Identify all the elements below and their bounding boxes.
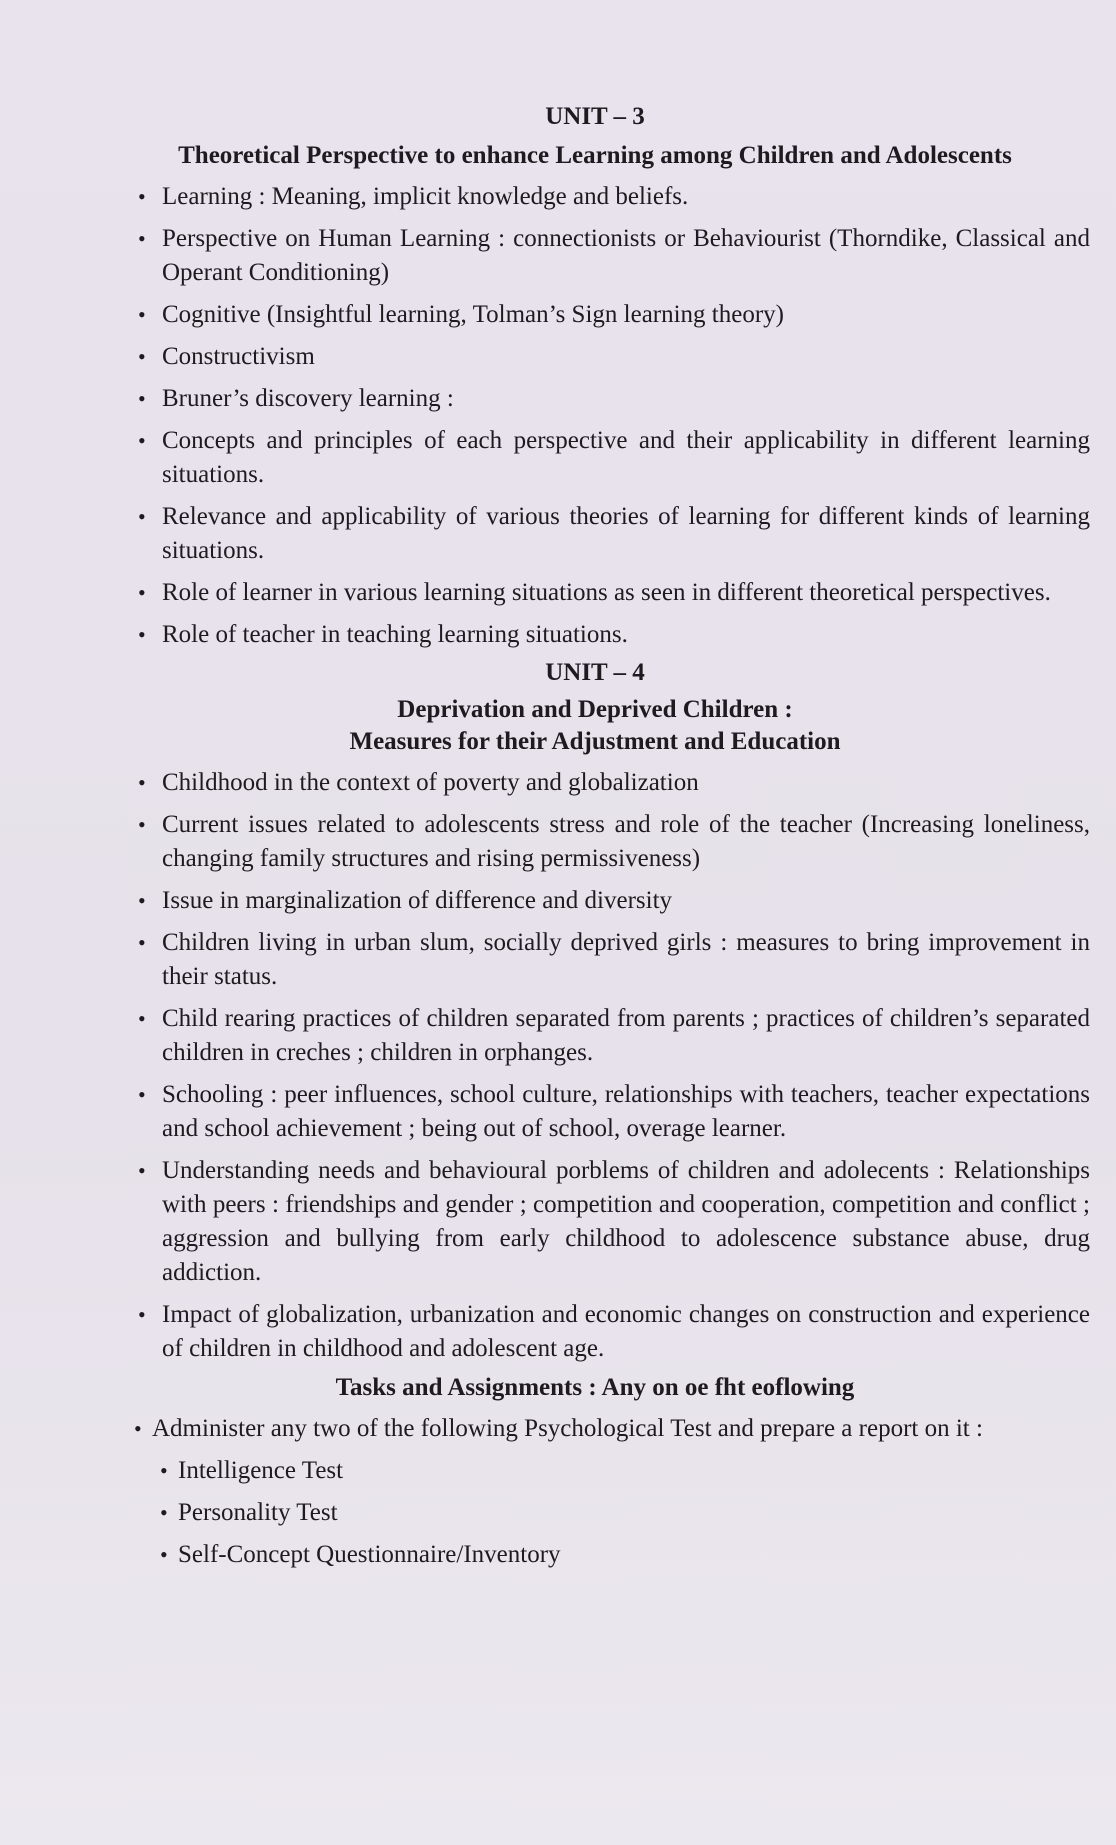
list-item: • Learning : Meaning, implicit knowledge and beliefs. bbox=[100, 180, 1090, 214]
list-item: • Impact of globalization, urbanization and economic changes on construction and experience of children in childhood and adolescent age. bbox=[100, 1298, 1090, 1366]
unit-3-list bbox=[100, 180, 1090, 652]
bullet-icon: • bbox=[138, 1302, 146, 1327]
list-item: • Role of learner in various learning situations as seen in different theoretical perspectives. bbox=[100, 576, 1090, 610]
page-content bbox=[100, 100, 1090, 1572]
bullet-icon: • bbox=[138, 1006, 146, 1031]
bullet-icon: • bbox=[138, 386, 146, 411]
unit-3-title: Theoretical Perspective to enhance Learning among Children and Adolescents bbox=[178, 142, 1012, 169]
list-item: • Current issues related to adolescents stress and role of the teacher (Increasing loneliness, changing family structures and rising permissiveness) bbox=[100, 808, 1090, 876]
bullet-icon: • bbox=[138, 930, 146, 955]
unit-3-label: UNIT – 3 bbox=[545, 103, 645, 130]
list-item: • Issue in marginalization of difference and diversity bbox=[100, 884, 1090, 918]
bullet-icon: • bbox=[138, 504, 146, 529]
bullet-icon: • bbox=[138, 302, 146, 327]
list-item: • Children living in urban slum, socially deprived girls : measures to bring improvement in their status. bbox=[100, 926, 1090, 994]
list-item: • Role of teacher in teaching learning situations. bbox=[100, 618, 1090, 652]
list-item: • Administer any two of the following Psychological Test and prepare a report on it : bbox=[100, 1412, 1090, 1446]
bullet-icon: • bbox=[138, 1158, 146, 1183]
list-item: • Childhood in the context of poverty and globalization bbox=[100, 766, 1090, 800]
bullet-icon: • bbox=[134, 1416, 142, 1441]
list-item: • Relevance and applicability of various theories of learning for different kinds of learning situations. bbox=[100, 500, 1090, 568]
list-item: • Concepts and principles of each perspective and their applicability in different learning situations. bbox=[100, 424, 1090, 492]
bullet-icon: • bbox=[138, 622, 146, 647]
unit-4-title-line1: Deprivation and Deprived Children : bbox=[397, 696, 793, 723]
list-item: • Self-Concept Questionnaire/Inventory bbox=[100, 1538, 1090, 1572]
list-item: • Cognitive (Insightful learning, Tolman’s Sign learning theory) bbox=[100, 298, 1090, 332]
bullet-icon: • bbox=[138, 812, 146, 837]
list-item: • Personality Test bbox=[100, 1496, 1090, 1530]
bullet-icon: • bbox=[160, 1458, 168, 1483]
list-item: • Intelligence Test bbox=[100, 1454, 1090, 1488]
bullet-icon: • bbox=[138, 184, 146, 209]
bullet-icon: • bbox=[138, 770, 146, 795]
list-item: • Constructivism bbox=[100, 340, 1090, 374]
bullet-icon: • bbox=[138, 226, 146, 251]
bullet-icon: • bbox=[138, 580, 146, 605]
unit-4-label: UNIT – 4 bbox=[545, 659, 645, 686]
unit-4-list bbox=[100, 766, 1090, 1366]
tasks-list bbox=[100, 1412, 1090, 1446]
unit-4-title-line2: Measures for their Adjustment and Education bbox=[349, 728, 841, 755]
bullet-icon: • bbox=[138, 1082, 146, 1107]
bullet-icon: • bbox=[138, 888, 146, 913]
bullet-icon: • bbox=[138, 428, 146, 453]
list-item: • Understanding needs and behavioural porblems of children and adolecents : Relationships with peers : friendships and gender ; competition and cooperation, competition and conflict ; aggression and bullying from early childhood to adolescence substance abuse, drug addiction. bbox=[100, 1154, 1090, 1290]
bullet-icon: • bbox=[160, 1542, 168, 1567]
list-item: • Perspective on Human Learning : connectionists or Behaviourist (Thorndike, Classical and Operant Conditioning) bbox=[100, 222, 1090, 290]
tasks-title: Tasks and Assignments : Any on oe fht eoflowing bbox=[335, 1374, 855, 1401]
list-item: • Bruner’s discovery learning : bbox=[100, 382, 1090, 416]
list-item: • Child rearing practices of children separated from parents ; practices of children’s separated children in creches ; children in orphanges. bbox=[100, 1002, 1090, 1070]
tasks-sublist bbox=[100, 1454, 1090, 1572]
bullet-icon: • bbox=[160, 1500, 168, 1525]
bullet-icon: • bbox=[138, 344, 146, 369]
list-item: • Schooling : peer influences, school culture, relationships with teachers, teacher expectations and school achievement ; being out of school, overage learner. bbox=[100, 1078, 1090, 1146]
